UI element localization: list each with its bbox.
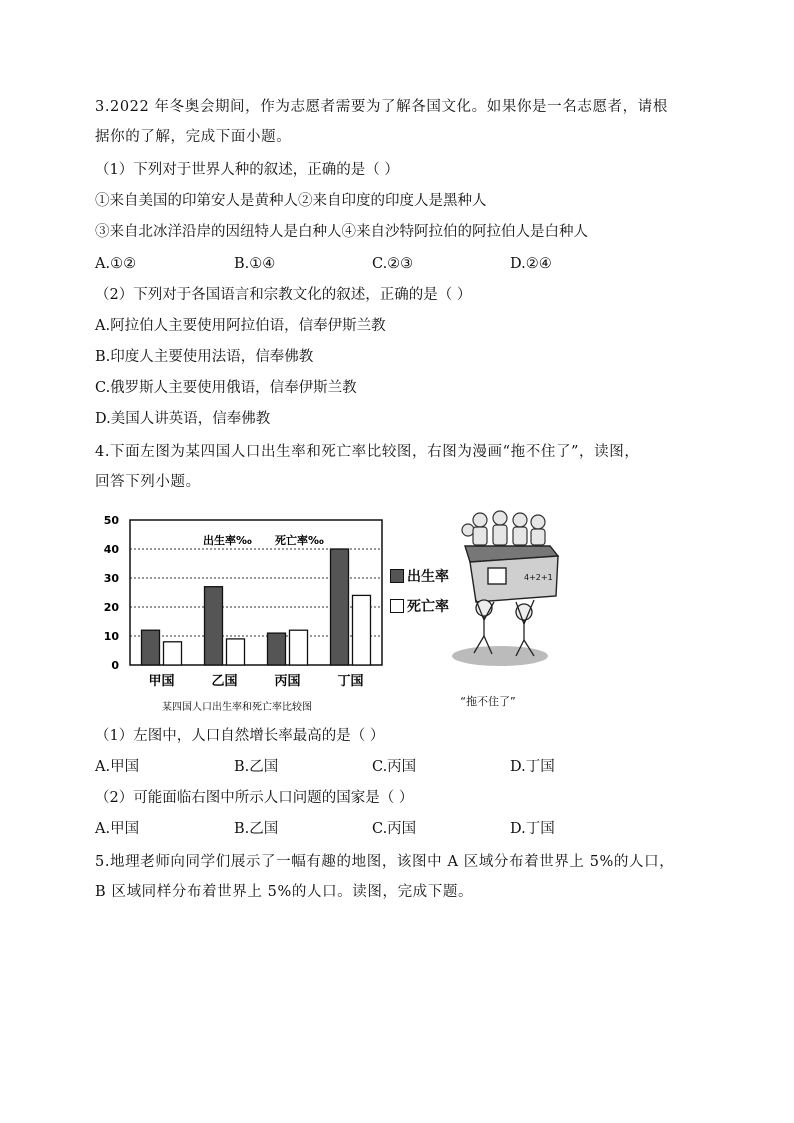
chart-title: 某四国人口出生率和死亡率比较图 <box>162 702 312 713</box>
q3-sub1-option-d: D.②④ <box>510 256 552 272</box>
birth-death-rate-chart <box>95 510 395 720</box>
q4-sub2-option-a: A.甲国 <box>95 821 140 837</box>
q4-sub1-question: （1）左图中，人口自然增长率最高的是（ ） <box>95 728 385 744</box>
comic-caption: “拖不住了” <box>460 695 516 708</box>
birth-rate-bar <box>205 587 223 665</box>
q3-sub1-option-b: B.①④ <box>234 256 276 272</box>
q3-sub2-question: （2）下列对于各国语言和宗教文化的叙述，正确的是（ ） <box>95 287 472 303</box>
q3-sub2-option-d: D.美国人讲英语，信奉佛教 <box>95 411 271 427</box>
q3-sub1-option-a: A.①② <box>95 256 137 272</box>
q3-stem-line2: 据你的了解，完成下面小题。 <box>95 129 292 145</box>
bar-chart-svg <box>95 510 395 720</box>
q4-sub1-option-b: B.乙国 <box>234 759 279 775</box>
y-tick-label: 40 <box>103 543 119 556</box>
q3-sub2-option-c: C.俄罗斯人主要使用俄语，信奉伊斯兰教 <box>95 380 357 396</box>
in-plot-label-birth: 出生率‰ <box>203 534 252 547</box>
q3-sub1-question: （1）下列对于世界人种的叙述，正确的是（ ） <box>95 162 399 178</box>
x-category-label: 丙国 <box>274 674 301 689</box>
x-category-label: 丁国 <box>337 674 364 689</box>
comic-sign-text: 4+2+1 <box>524 573 553 582</box>
q3-sub1-statement-line1: ①来自美国的印第安人是黄种人②来自印度的印度人是黑种人 <box>95 193 487 209</box>
death-rate-bar <box>227 639 245 665</box>
birth-rate-bar <box>268 633 286 665</box>
death-rate-bar <box>290 630 308 665</box>
q4-sub1-option-a: A.甲国 <box>95 759 140 775</box>
legend-label: 死亡率 <box>407 599 449 615</box>
y-tick-label: 10 <box>103 630 119 643</box>
legend-label: 出生率 <box>407 569 449 585</box>
x-category-label: 甲国 <box>148 674 175 689</box>
legend-swatch <box>390 569 404 583</box>
q4-sub2-option-d: D.丁国 <box>510 821 555 837</box>
q3-stem-line1: 3.2022 年冬奥会期间，作为志愿者需要为了解各国文化。如果你是一名志愿者，请根 <box>95 99 668 115</box>
q5-stem-line2: B 区域同样分布着世界上 5%的人口。读图，完成下题。 <box>95 884 474 900</box>
q4-sub2-option-c: C.丙国 <box>372 821 417 837</box>
y-tick-label: 0 <box>111 659 119 672</box>
q4-sub1-option-c: C.丙国 <box>372 759 417 775</box>
death-rate-bar <box>164 642 182 665</box>
legend-item-birth <box>390 566 449 586</box>
comic-cant-hold-on <box>440 508 570 713</box>
y-tick-label: 20 <box>103 601 119 614</box>
x-category-label: 乙国 <box>211 674 238 689</box>
q3-sub2-option-a: A.阿拉伯人主要使用阿拉伯语，信奉伊斯兰教 <box>95 318 386 334</box>
q3-sub2-option-b: B.印度人主要使用法语，信奉佛教 <box>95 349 314 365</box>
y-tick-label: 30 <box>103 572 119 585</box>
death-rate-bar <box>353 595 371 665</box>
comic-elders <box>462 511 545 545</box>
q3-sub1-option-c: C.②③ <box>372 256 414 272</box>
q4-stem-line2: 回答下列小题。 <box>95 474 201 490</box>
birth-rate-bar <box>142 630 160 665</box>
comic-illustration <box>440 508 570 713</box>
q4-stem-line1: 4.下面左图为某四国人口出生率和死亡率比较图，右图为漫画“拖不住了”，读图， <box>95 444 640 460</box>
legend-item-death <box>390 596 449 616</box>
y-tick-label: 50 <box>103 514 119 527</box>
q4-sub2-option-b: B.乙国 <box>234 821 279 837</box>
q4-sub2-question: （2）可能面临右图中所示人口问题的国家是（ ） <box>95 790 414 806</box>
in-plot-label-death: 死亡率‰ <box>275 534 324 547</box>
q4-sub1-option-d: D.丁国 <box>510 759 555 775</box>
q5-stem-line1: 5.地理老师向同学们展示了一幅有趣的地图，该图中 A 区域分布着世界上 5%的人口， <box>95 854 675 870</box>
legend-swatch <box>390 599 404 613</box>
birth-rate-bar <box>331 549 349 665</box>
q3-sub1-statement-line2: ③来自北冰洋沿岸的因纽特人是白种人④来自沙特阿拉伯的阿拉伯人是白种人 <box>95 224 588 240</box>
